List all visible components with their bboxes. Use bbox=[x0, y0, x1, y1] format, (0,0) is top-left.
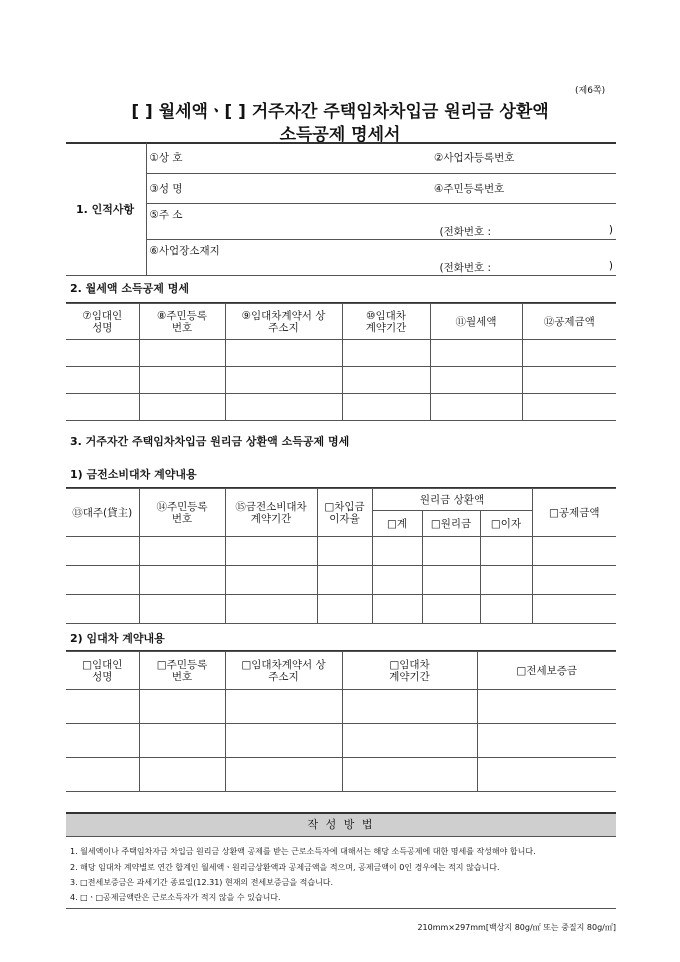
section1-label: 1. 인적사항 bbox=[66, 143, 146, 275]
section3-sub2-title: 2) 임대차 계약내용 bbox=[70, 632, 165, 645]
guide-item-1: 1. 월세액이나 주택임차자금 차입금 원리금 상환액 공제를 받는 근로소득자에 대해서는 해당 소득공제에 대한 명세를 작성해야 합니다. bbox=[70, 847, 536, 856]
interest-header: □이자 bbox=[480, 511, 532, 537]
rent-header-4: ⑩임대차 계약기간 bbox=[342, 304, 430, 340]
rent-header-6: ⑫공제금액 bbox=[522, 304, 616, 340]
principal-header: □원리금 bbox=[422, 511, 480, 537]
interest-rate-header: □차입금 이자율 bbox=[317, 489, 372, 537]
guide-item-3: 3. □전세보증금은 과세기간 종료일(12.31) 현재의 전세보증금을 적습니다. bbox=[70, 878, 334, 887]
loan-contract-table bbox=[66, 488, 616, 624]
section2-title: 2. 월세액 소득공제 명세 bbox=[70, 282, 189, 295]
lease-header-3: □임대차계약서 상 주소지 bbox=[225, 652, 342, 690]
company-field[interactable]: ①상 호 bbox=[146, 143, 431, 173]
loan-period-header: ⑮금전소비대차 계약기간 bbox=[225, 489, 317, 537]
section3-sub1-title: 1) 금전소비대차 계약내용 bbox=[70, 468, 197, 481]
name-field[interactable]: ③성 명 bbox=[146, 173, 431, 203]
rent-header-1: ⑦임대인 성명 bbox=[66, 304, 139, 340]
address-field[interactable]: ⑤주 소 (전화번호 : ) bbox=[146, 203, 616, 239]
guide-title: 작 성 방 법 bbox=[66, 812, 616, 837]
guide-item-4: 4. □ㆍ□공제금액란은 근로소득자가 적지 않을 수 있습니다. bbox=[70, 893, 281, 902]
total-header: □계 bbox=[372, 511, 422, 537]
rent-header-2: ⑧주민등록 번호 bbox=[139, 304, 225, 340]
workplace-field[interactable]: ⑥사업장소재지 (전화번호 : ) bbox=[146, 239, 616, 275]
resident-reg-no-field[interactable]: ④주민등록번호 bbox=[431, 173, 616, 203]
rent-header-5: ⑪월세액 bbox=[430, 304, 522, 340]
section3-title: 3. 거주자간 주택임차차입금 원리금 상환액 소득공제 명세 bbox=[70, 435, 350, 448]
personal-info-table bbox=[66, 143, 616, 276]
page-title: [ ] 월세액ㆍ[ ] 거주자간 주택임차차입금 원리금 상환액 bbox=[131, 102, 549, 122]
lease-header-4: □임대차 계약기간 bbox=[342, 652, 477, 690]
rent-header-3: ⑨임대차계약서 상 주소지 bbox=[225, 304, 342, 340]
lease-header-5: □전세보증금 bbox=[477, 652, 616, 690]
lender-header: ⑬대주(貸主) bbox=[66, 489, 139, 537]
monthly-rent-table bbox=[66, 303, 616, 421]
paper-spec: 210mm×297mm[백상지 80g/㎡ 또는 중질지 80g/㎡] bbox=[417, 923, 616, 932]
page-subtitle: 소득공제 명세서 bbox=[279, 125, 401, 145]
lease-contract-table bbox=[66, 651, 616, 792]
guide-bottom-divider bbox=[66, 908, 616, 909]
reg-no-header: ⑭주민등록 번호 bbox=[139, 489, 225, 537]
business-reg-no-field[interactable]: ②사업자등록번호 bbox=[431, 143, 616, 173]
lease-header-1: □임대인 성명 bbox=[66, 652, 139, 690]
repayment-header: 원리금 상환액 bbox=[372, 489, 532, 511]
deduction-header: □공제금액 bbox=[532, 489, 616, 537]
guide-item-2: 2. 해당 임대차 계약별로 연간 합계인 월세액ㆍ원리금상환액과 공제금액을 적으며, 공제금액이 0인 경우에는 적지 않습니다. bbox=[70, 863, 500, 872]
form-number: (제6쪽) bbox=[575, 86, 606, 96]
lease-header-2: □주민등록 번호 bbox=[139, 652, 225, 690]
